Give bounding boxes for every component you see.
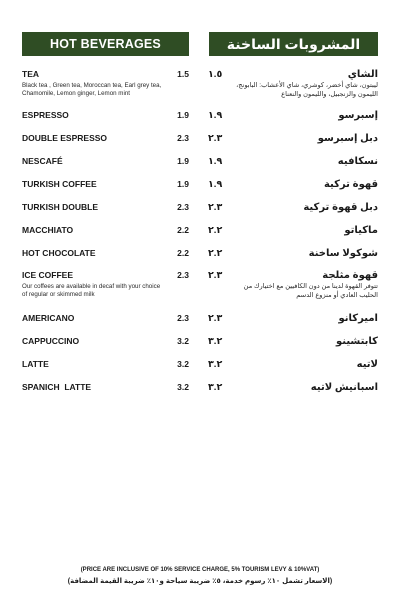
item-name-en: HOT CHOCOLATE xyxy=(22,248,96,258)
item-name-en: SPANICH LATTE xyxy=(22,382,92,392)
item-desc-ar: ليبتون، شاي أخضر، كوشري، شاي الأعشاب: البابونج، الليمون والزنجبيل، والليمون والنعناع xyxy=(236,82,378,98)
item-price-ar: ٢.٢ xyxy=(208,248,223,259)
item-price-en: 1.5 xyxy=(177,69,189,79)
item-name-ar: الشاي xyxy=(347,69,378,80)
item-price-en: 1.9 xyxy=(177,156,189,166)
item-price-ar: ٣.٢ xyxy=(208,382,223,393)
item-desc-en: Our coffees are available in decaf with your choice of regular or skimmed milk xyxy=(22,283,161,298)
item-desc-ar: تتوفر القهوة لدينا من دون الكافيين مع اختيارك من الحليب العادي أو منزوع الدسم xyxy=(243,283,378,299)
item-price-en: 3.2 xyxy=(177,382,189,392)
item-name-ar: كابتشينو xyxy=(335,336,378,347)
item-name-en: LATTE xyxy=(22,359,49,369)
item-name-ar: اسبانيش لاتيه xyxy=(310,382,378,393)
item-name-ar: دبل إسبرسو xyxy=(317,133,378,144)
item-price-en: 2.2 xyxy=(177,248,189,258)
item-price-ar: ١.٩ xyxy=(208,110,223,121)
item-name-en: TEA xyxy=(22,69,39,79)
item-name-ar: شوكولا ساخنة xyxy=(308,248,378,259)
item-name-ar: لاتيه xyxy=(356,359,378,370)
item-name-en: DOUBLE ESPRESSO xyxy=(22,133,108,143)
item-price-ar: ٣.٢ xyxy=(208,336,223,347)
item-price-en: 2.3 xyxy=(177,202,189,212)
item-name-en: AMERICANO xyxy=(22,313,75,323)
item-price-en: 2.3 xyxy=(177,133,189,143)
item-price-en: 1.9 xyxy=(177,179,189,189)
item-name-ar: دبل قهوة تركية xyxy=(303,202,378,213)
item-name-en: NESCAFÉ xyxy=(22,156,63,166)
item-name-ar: قهوة تركية xyxy=(323,179,378,190)
item-name-en: ESPRESSO xyxy=(22,110,69,120)
item-name-ar: إسبرسو xyxy=(338,110,378,121)
item-name-en: TURKISH COFFEE xyxy=(22,179,97,189)
item-name-ar: قهوة مثلجة xyxy=(322,270,378,281)
item-price-en: 2.2 xyxy=(177,225,189,235)
header-ar: المشروبات الساخنة xyxy=(209,32,378,56)
item-name-ar: نسكافيه xyxy=(337,156,378,167)
item-price-ar: ١.٥ xyxy=(208,69,223,80)
item-desc-en: Black tea , Green tea, Moroccan tea, Earl grey tea, Chamomile, Lemon ginger, Lemon mint xyxy=(22,82,162,97)
item-price-en: 3.2 xyxy=(177,336,189,346)
footer-note-ar: (الاسعار تشمل ١٠٪ رسوم خدمة، ٥٪ ضريبة سياحة و١٠٪ ضريبة القيمة المضافة) xyxy=(67,578,333,585)
item-price-en: 1.9 xyxy=(177,110,189,120)
item-price-ar: ٢.٣ xyxy=(208,202,223,213)
item-name-en: CAPPUCCINO xyxy=(22,336,80,346)
item-name-ar: ماكياتو xyxy=(344,225,378,236)
item-price-ar: ٢.٣ xyxy=(208,313,223,324)
item-price-en: 3.2 xyxy=(177,359,189,369)
item-name-en: TURKISH DOUBLE xyxy=(22,202,99,212)
footer-note-en: (PRICE ARE INCLUSIVE OF 10% SERVICE CHARGE, 5% TOURISM LEVY & 10%VAT) xyxy=(80,567,320,573)
item-name-en: ICE COFFEE xyxy=(22,270,74,280)
item-price-ar: ١.٩ xyxy=(208,156,223,167)
item-price-ar: ٢.٢ xyxy=(208,225,223,236)
item-price-ar: ٣.٢ xyxy=(208,359,223,370)
item-price-ar: ٢.٣ xyxy=(208,270,223,281)
item-price-en: 2.3 xyxy=(177,313,189,323)
header-en: HOT BEVERAGES xyxy=(22,32,189,56)
item-price-en: 2.3 xyxy=(177,270,189,280)
item-price-ar: ١.٩ xyxy=(208,179,223,190)
item-name-en: MACCHIATO xyxy=(22,225,74,235)
item-name-ar: اميركانو xyxy=(338,313,378,324)
item-price-ar: ٢.٣ xyxy=(208,133,223,144)
